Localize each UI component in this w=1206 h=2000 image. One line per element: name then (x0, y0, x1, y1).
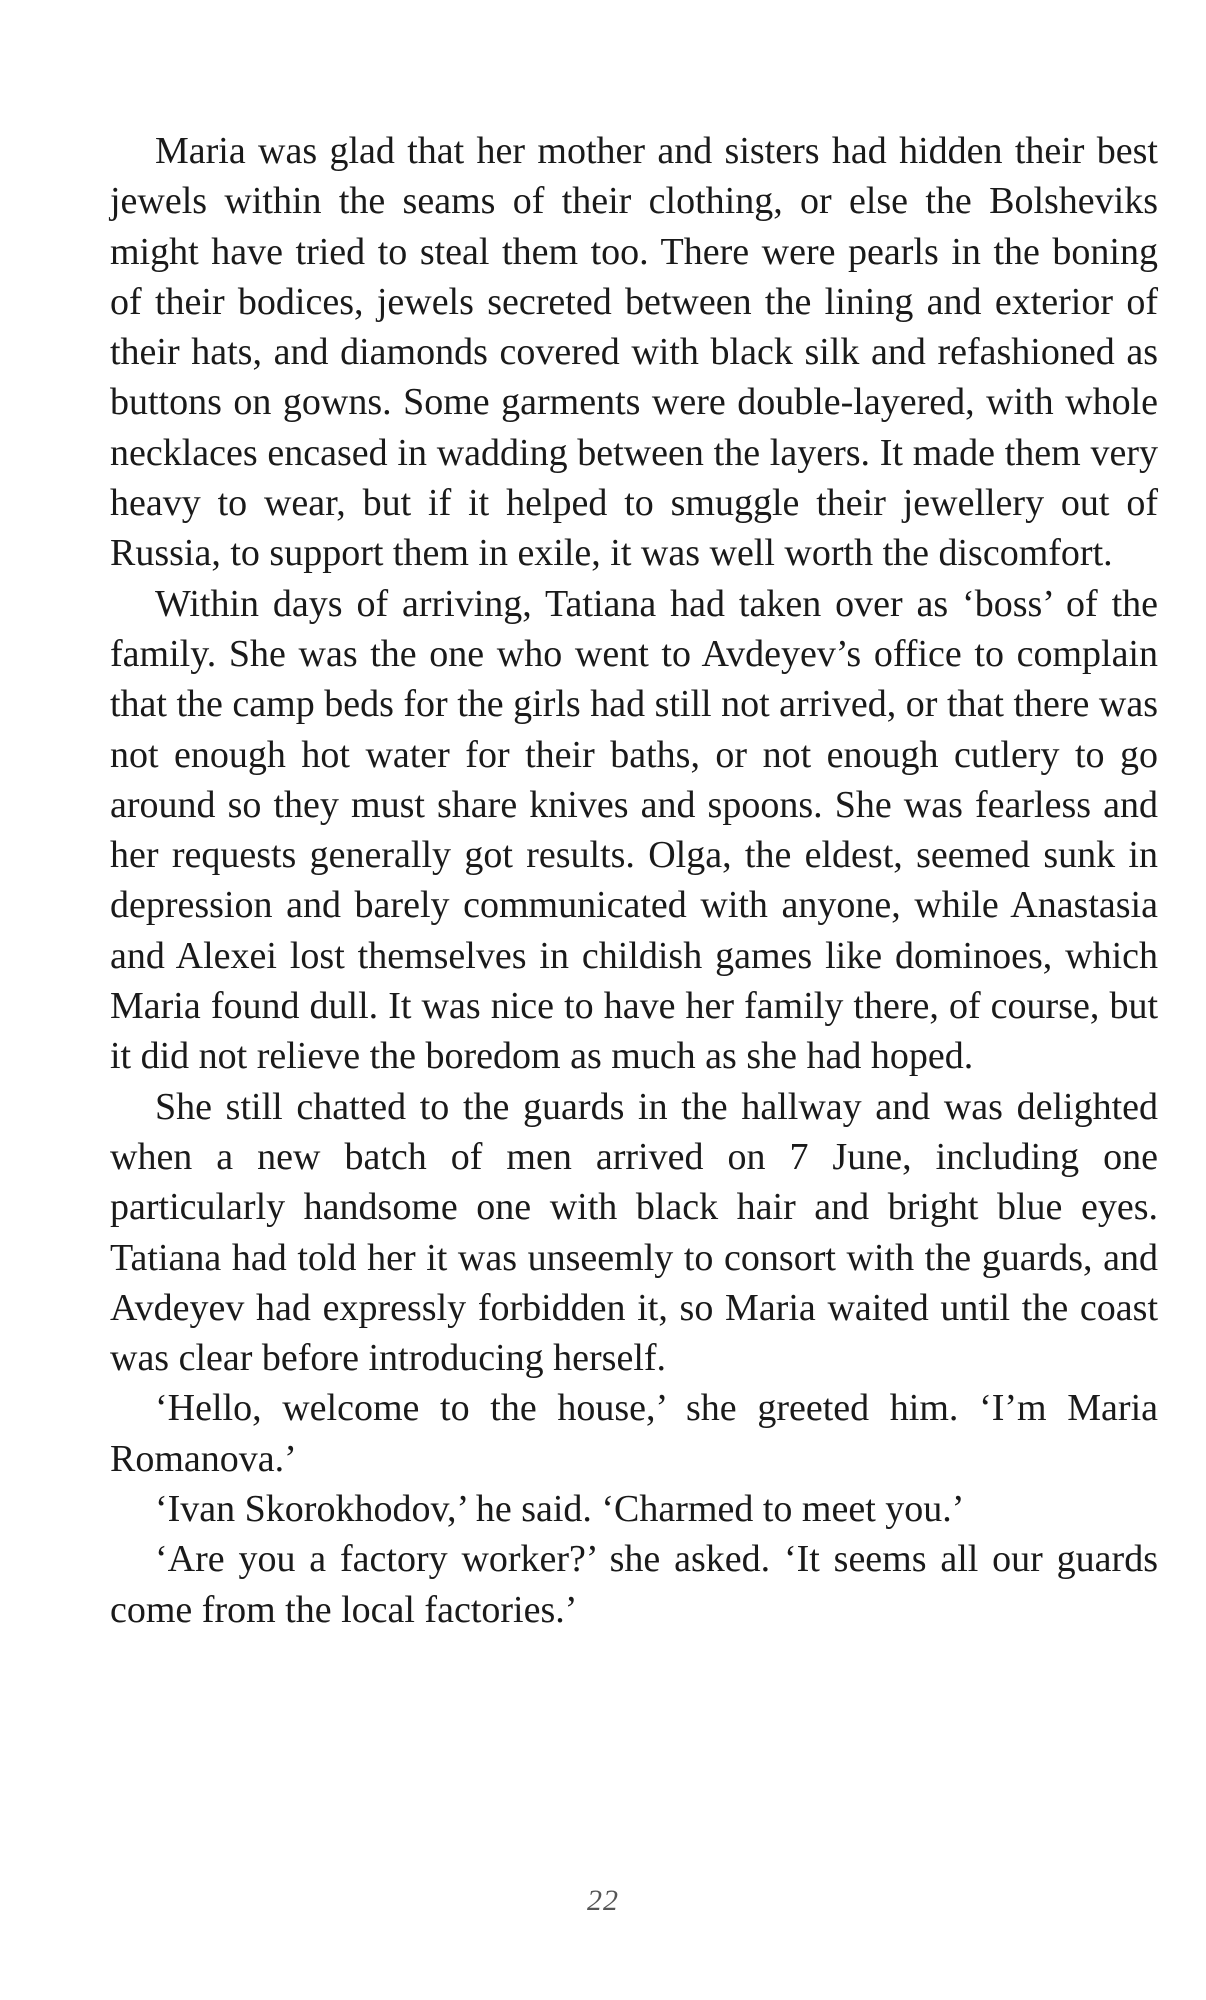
paragraph-1: Maria was glad that her mother and sisters had hidden their best jewels within the seams of their clothing, or else the Bolsheviks might have tried to steal them too. There were pearls in the boning of their bodices, jewels secreted between the lining and exterior of their hats, and diamonds covered with black silk and refashioned as buttons on gowns. Some garments were double-layered, with whole necklaces encased in wadding between the layers. It made them very heavy to wear, but if it helped to smuggle their jewellery out of Russia, to support them in exile, it was well worth the discomfort. (110, 130, 1158, 575)
paragraph-3: She still chatted to the guards in the hallway and was delighted when a new batch of men arrived on 7 June, including one particularly handsome one with black hair and bright blue eyes. Tatiana had told her it was unseemly to consort with the guards, and Avdeyev had expressly forbidden it, so Maria waited until the coast was clear before introducing herself. (110, 1085, 1158, 1380)
paragraph-2: Within days of arriving, Tatiana had taken over as ‘boss’ of the family. She was the one who went to Avdeyev’s office to complain that the camp beds for the girls had still not arrived, or that there was not enough hot water for their baths, or not enough cutlery to go around so they must share knives and spoons. She was fearless and her requests generally got results. Olga, the eldest, seemed sunk in depression and barely communicated with anyone, while Anastasia and Alexei lost themselves in childish games like dominoes, which Maria found dull. It was nice to have her family there, of course, but it did not relieve the boredom as much as she had hoped. (110, 582, 1158, 1078)
paragraph-6: ‘Are you a factory worker?’ she asked. ‘It seems all our guards come from the local factories.’ (110, 1538, 1158, 1631)
page-number: 22 (587, 1884, 619, 1917)
paragraph-5: ‘Ivan Skorokhodov,’ he said. ‘Charmed to meet you.’ (155, 1488, 965, 1531)
paragraph-4: ‘Hello, welcome to the house,’ she greeted him. ‘I’m Maria Romanova.’ (110, 1387, 1158, 1480)
body-text (110, 126, 1158, 1635)
